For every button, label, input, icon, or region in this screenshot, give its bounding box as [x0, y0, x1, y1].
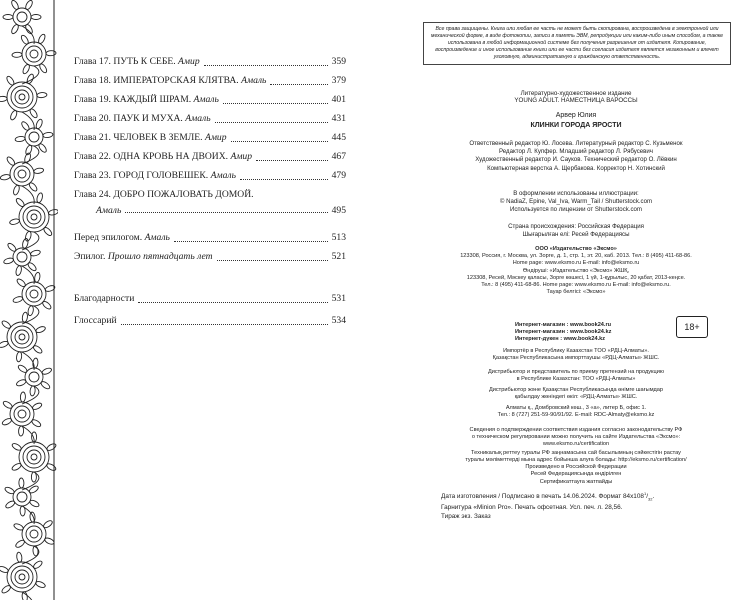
toc-page-number: 445 — [331, 132, 346, 143]
toc-entry-title: Глава 20. ПАУК И МУХА. Амаль — [74, 113, 211, 124]
toc-entry — [74, 308, 346, 330]
table-of-contents — [74, 52, 346, 330]
toc-entry-title: Глава 18. ИМПЕРАТОРСКАЯ КЛЯТВА. Амаль — [74, 75, 267, 86]
toc-page-number: 479 — [331, 170, 346, 181]
toc-entry — [74, 52, 346, 71]
toc-entry — [74, 147, 346, 166]
illustration-credits: В оформлении использованы иллюстрации: © NadiaZ, Epine, Val_Iva, Warm_Tail / Shutterstock.com Используется по лицензии от Shutterstock.com — [499, 190, 653, 214]
toc-page-number: 521 — [331, 251, 346, 262]
left-page-toc — [58, 0, 368, 600]
toc-page-number: 531 — [331, 293, 346, 304]
right-page-imprint — [415, 0, 750, 600]
publisher-info: ООО «Издательство «Эксмо» 123308, Россия, г. Москва, ул. Зорге, д. 1, стр. 1, эт. 20, каб. 2013. Тел.: 8 (495) 411-68-86. Home page: www.eksmo.ru E-mail: info@eksmo.ru Өндіруші: «Издательство «Эксмо» ЖШҚ, 123308, Ресей, Мәскеу қаласы, Зорге көшесі, 1 үй, 1-құрылыс, 20 қабат, 2013-кеңсе. Тел.: 8 (495) 411-68-86. Home page: www.eksmo.ru E-mail: info@eksmo.ru. Тауар белгісі: «Эксмо» — [460, 246, 692, 296]
toc-entry — [74, 228, 346, 247]
toc-leader-dots — [217, 260, 328, 261]
toc-entry — [74, 109, 346, 128]
toc-entry-title: Глоссарий — [74, 315, 117, 326]
toc-entry-title: Перед эпилогом. Амаль — [74, 232, 170, 243]
toc-entry-title: Глава 22. ОДНА КРОВЬ НА ДВОИХ. Амир — [74, 151, 253, 162]
toc-page-number: 513 — [331, 232, 346, 243]
toc-entry — [74, 128, 346, 147]
toc-entry-narrator: Амаль — [210, 170, 236, 181]
toc-leader-dots — [223, 103, 328, 104]
series-name: YOUNG ADULT. НАМЕСТНИЦА ВАРОССЫ — [514, 97, 638, 105]
importer-info: Импортёр в Республику Казахстан ТОО «РДЦ-Алматы». Қазақстан Республикасына импорттаушы «РДЦ-Алматы» ЖШС. — [492, 348, 660, 362]
toc-leader-dots — [125, 212, 327, 213]
toc-page-number: 431 — [331, 113, 346, 124]
toc-leader-dots — [204, 65, 328, 66]
toc-entry-narrator: Амир — [204, 132, 227, 143]
toc-entry — [74, 247, 346, 266]
online-shops: Интернет-магазин : www.book24.ru Интернет-магазин : www.book24.kz Интернет-дүкен : www.book24.kz — [515, 322, 612, 343]
country-of-origin: Страна происхождения: Российская Федерация Шығарылған елі: Ресей Федерациясы — [508, 223, 644, 239]
toc-leader-dots — [256, 160, 328, 161]
toc-entry-title: Благодарности — [74, 293, 135, 304]
technical-regulation-kz: Техникалық реттеу туралы РФ заңнамасына сай басылымның сәйкестігін растау туралы мәліметтерді мына адрес бойынша алуға болады: http://eksmo.ru/certification/ — [465, 450, 687, 464]
toc-page-number: 401 — [331, 94, 346, 105]
distributor-address: Алматы қ., Домбровский көш., 3 «а», литер Б, офис 1. Тел.: 8 (727) 251-59-90/91/92. E-mail: RDC-Almaty@eksmo.kz — [497, 405, 655, 419]
copyright-notice: Все права защищены. Книга или любая ее часть не может быть скопирована, воспроизведена в электронной или механической форме, в виде фотокопии, записи в память ЭВМ, репродукции или каким-либо иным способом, а также использована в любой информационной системе без получения разрешения от издателя. Копирование, воспроизведение и иное использование книги или ее части без согласия издателя является незаконным и влечет уголовную, административную и гражданскую ответственность. — [423, 22, 731, 65]
editorial-staff: Ответственный редактор Ю. Лосева. Литературный редактор С. Кузьменок Редактор Л. Купфер. Младший редактор Л. Рябусевич Художественный редактор И. Сауков. Технический редактор О. Лёвкин Компьютерная верстка А. Щербакова. Корректор Н. Хотинский — [469, 140, 683, 172]
toc-entry-title: Глава 21. ЧЕЛОВЕК В ЗЕМЛЕ. Амир — [74, 132, 227, 143]
toc-entry-narrator: Прошло пятнадцать лет — [107, 251, 213, 262]
toc-entry-title: Глава 24. ДОБРО ПОЖАЛОВАТЬ ДОМОЙ. — [74, 189, 254, 200]
print-details: Дата изготовления / Подписано в печать 14.06.2024. Формат $84x108^1/_{32}$. Гарнитура «Minion Pro». Печать офсетная. Усл. печ. л. 28,56. Тираж экз. Заказ — [441, 491, 655, 521]
toc-entry — [74, 90, 346, 109]
made-in: Произведено в Российской Федерации Ресей Федерациясында өндірілген — [525, 464, 627, 478]
toc-page-number: 359 — [331, 56, 346, 67]
book-author: Арвер Юлия — [555, 112, 597, 119]
toc-entry-narrator: Амаль — [193, 94, 219, 105]
toc-entry-narrator: Амаль — [241, 75, 267, 86]
toc-leader-dots — [121, 324, 328, 325]
edition-category: Литературно-художественное издание YOUNG ADULT. НАМЕСТНИЦА ВАРОССЫ — [423, 90, 729, 104]
toc-leader-dots — [240, 179, 328, 180]
toc-page-number: 467 — [331, 151, 346, 162]
toc-entry-title: Глава 19. КАЖДЫЙ ШРАМ. Амаль — [74, 94, 219, 105]
toc-leader-dots — [231, 141, 328, 142]
toc-page-number: 495 — [331, 205, 346, 216]
toc-leader-dots — [270, 84, 327, 85]
toc-entry-title: Эпилог. Прошло пятнадцать лет — [74, 251, 213, 262]
toc-entry-narrator: Амаль — [144, 232, 170, 243]
toc-entry-narrator: Амаль — [185, 113, 211, 124]
distributor-info: Дистрибьютор и представитель по приему претензий на продукцию в Республике Казахстан: ТОО «РДЦ-Алматы» — [487, 369, 665, 383]
toc-entry — [74, 71, 346, 90]
toc-entry — [74, 185, 346, 218]
certification-exempt: Сертификаттауға жатпайды — [539, 479, 613, 485]
toc-entry — [74, 166, 346, 185]
toc-entry-narrator: Амир — [178, 56, 200, 67]
toc-entry-title: Глава 23. ГОРОД ГОЛОВЕШЕК. Амаль — [74, 170, 236, 181]
toc-entry-narrator: Амир — [230, 151, 253, 162]
toc-entry-narrator: Амаль — [96, 205, 122, 216]
floral-border-illustration — [0, 0, 58, 600]
certification-info: Сведения о подтверждении соответствия издания согласно законодательству РФ о техническом регулировании можно получить на сайте Издательства «Эксмо»: www.eksmo.ru/certification — [469, 427, 683, 448]
book-title: КЛИНКИ ГОРОДА ЯРОСТИ — [530, 122, 622, 129]
distributor-info-kz: Дистрибьютор және Қазақстан Республикасында өнімге шағымдар қабылдау жөніндегі өкіл: «РДЦ-Алматы» ЖШС. — [488, 387, 664, 401]
toc-leader-dots — [215, 122, 328, 123]
age-rating-badge: 18+ — [676, 316, 708, 338]
toc-page-number: 534 — [331, 315, 346, 326]
toc-page-number: 379 — [331, 75, 346, 86]
toc-entry — [74, 286, 346, 308]
toc-entry-title: Глава 17. ПУТЬ К СЕБЕ. Амир — [74, 56, 200, 67]
toc-leader-dots — [138, 302, 327, 303]
toc-leader-dots — [174, 241, 328, 242]
